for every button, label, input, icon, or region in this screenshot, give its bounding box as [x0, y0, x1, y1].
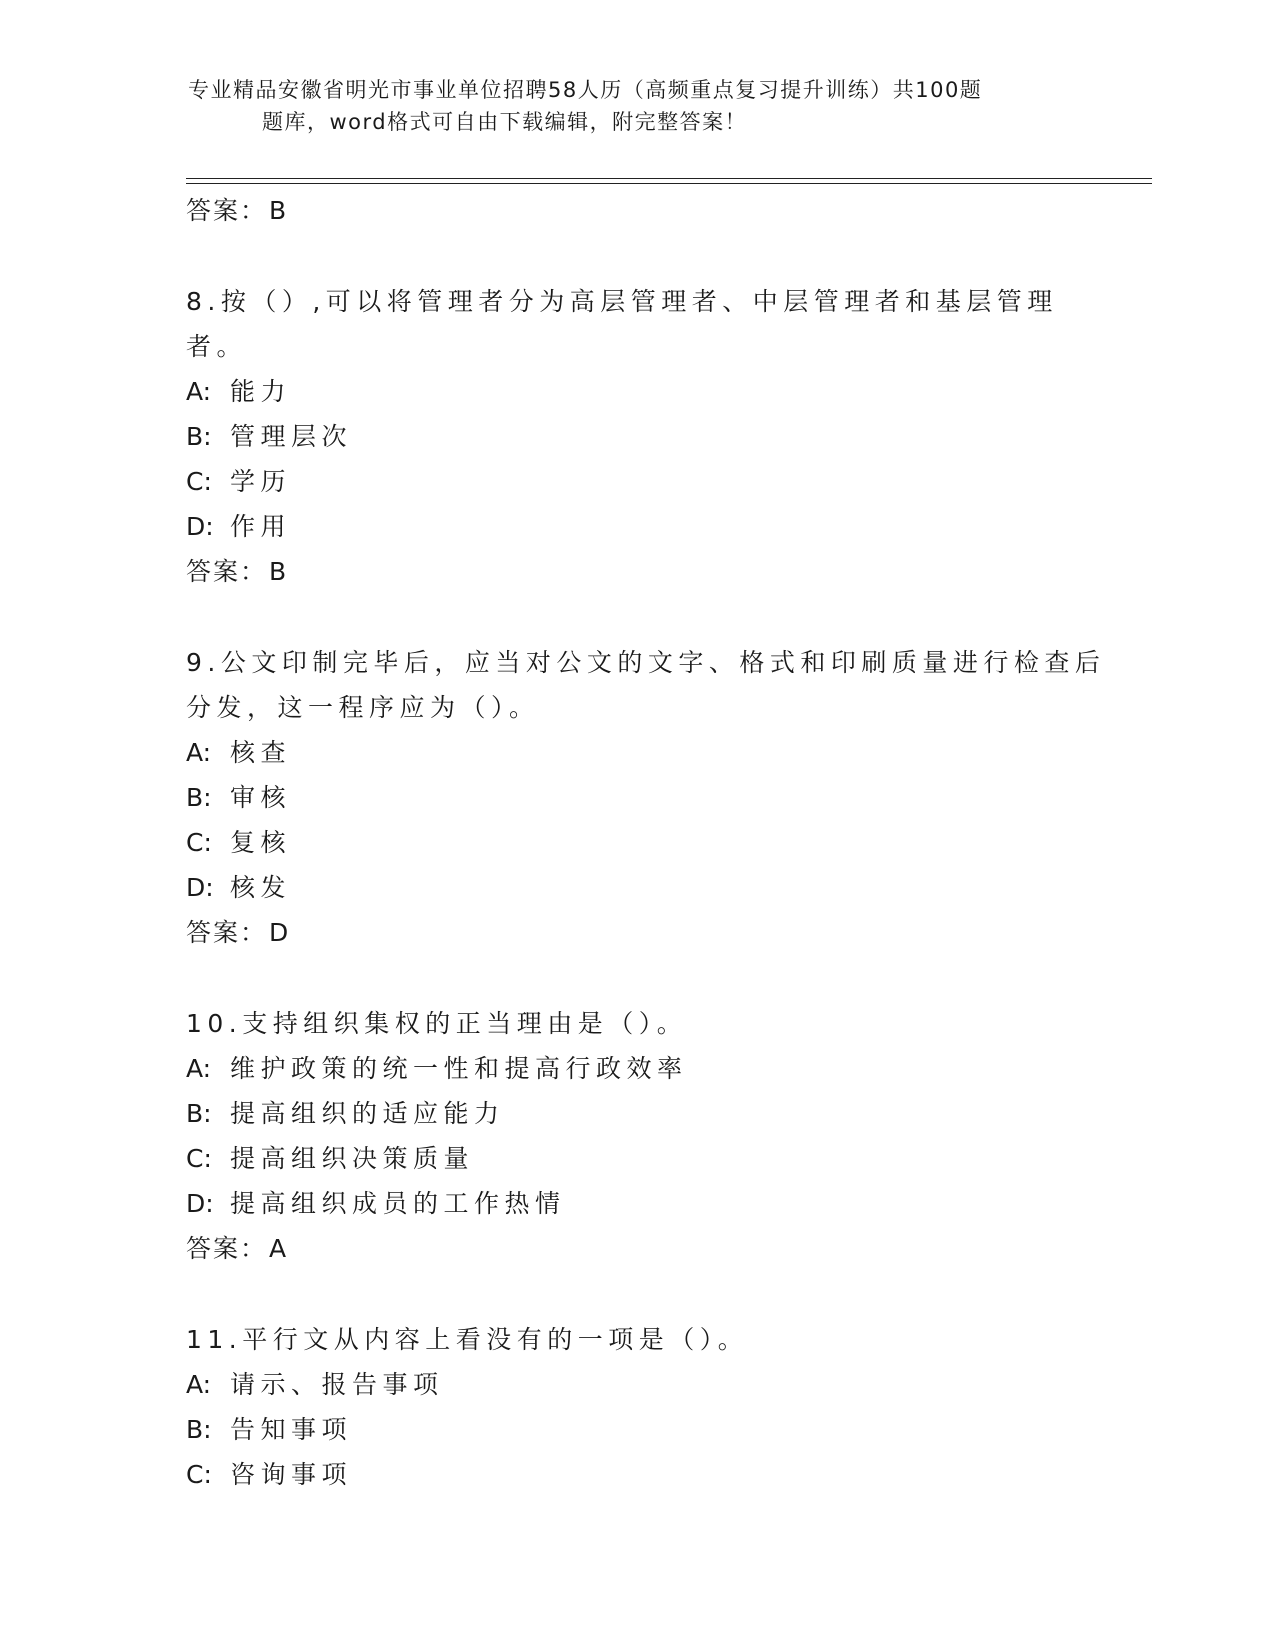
question-stem-continued: 分发，这一程序应为（）。: [186, 693, 540, 722]
option-text: 提高组织成员的工作热情: [230, 1189, 566, 1218]
option-text: 作用: [230, 512, 292, 541]
header-divider-top: [186, 178, 1152, 179]
option-letter: D:: [186, 873, 214, 902]
answer-label: 答案：: [186, 918, 268, 947]
option-letter: D:: [186, 512, 214, 541]
answer-value: B: [269, 196, 289, 225]
header-divider-bottom: [186, 183, 1152, 184]
option-c: [186, 1136, 1116, 1181]
question-stem: 8.按（）,可以将管理者分为高层管理者、中层管理者和基层管理者。: [186, 287, 1058, 361]
question-stem: 10.支持组织集权的正当理由是（）。: [186, 1009, 688, 1038]
header-title-line-1: 专业精品安徽省明光市事业单位招聘58人历（高频重点复习提升训练）共100题: [188, 78, 983, 102]
spacer: [186, 955, 1116, 1001]
answer-value: D: [269, 918, 291, 947]
option-letter: B:: [186, 1099, 212, 1128]
option-a: [186, 730, 1116, 775]
answer-value: B: [269, 557, 289, 586]
option-c: [186, 820, 1116, 865]
header-title-line-2: 题库，word格式可自由下载编辑，附完整答案！: [262, 110, 748, 134]
question-list: [186, 188, 1116, 1497]
spacer: [186, 233, 1116, 279]
option-letter: C:: [186, 1460, 212, 1489]
option-b: [186, 414, 1116, 459]
option-text: 管理层次: [230, 422, 353, 451]
option-letter: B:: [186, 783, 212, 812]
option-d: [186, 1181, 1116, 1226]
option-text: 核发: [230, 873, 292, 902]
answer-label: 答案：: [186, 196, 268, 225]
option-a: [186, 1362, 1116, 1407]
answer-line: [186, 1226, 1116, 1271]
option-text: 能力: [230, 377, 292, 406]
option-letter: A:: [186, 1054, 212, 1083]
option-letter: A:: [186, 738, 212, 767]
option-letter: D:: [186, 1189, 214, 1218]
option-letter: B:: [186, 422, 212, 451]
answer-line: [186, 188, 1116, 233]
option-text: 复核: [230, 828, 292, 857]
question-stem: 9.公文印制完毕后，应当对公文的文字、格式和印刷质量进行检查后: [186, 648, 1106, 677]
option-letter: A:: [186, 377, 212, 406]
option-b: [186, 1091, 1116, 1136]
question-item: [186, 279, 1116, 594]
spacer: [186, 1271, 1116, 1317]
option-letter: C:: [186, 467, 212, 496]
option-text: 提高组织的适应能力: [230, 1099, 505, 1128]
page-header: [188, 74, 1088, 138]
answer-value: A: [269, 1234, 289, 1263]
question-item: [186, 640, 1116, 955]
spacer: [186, 594, 1116, 640]
option-text: 告知事项: [230, 1415, 353, 1444]
option-d: [186, 865, 1116, 910]
option-text: 维护政策的统一性和提高行政效率: [230, 1054, 688, 1083]
option-d: [186, 504, 1116, 549]
question-item: [186, 1317, 1116, 1497]
option-c: [186, 1452, 1116, 1497]
option-text: 审核: [230, 783, 292, 812]
option-text: 咨询事项: [230, 1460, 353, 1489]
answer-line: [186, 549, 1116, 594]
option-text: 请示、报告事项: [230, 1370, 444, 1399]
option-a: [186, 369, 1116, 414]
option-b: [186, 1407, 1116, 1452]
answer-line: [186, 910, 1116, 955]
option-letter: C:: [186, 828, 212, 857]
question-stem: 11.平行文从内容上看没有的一项是（）。: [186, 1325, 749, 1354]
option-letter: C:: [186, 1144, 212, 1173]
question-item: [186, 1001, 1116, 1271]
option-a: [186, 1046, 1116, 1091]
answer-label: 答案：: [186, 557, 268, 586]
option-letter: A:: [186, 1370, 212, 1399]
option-c: [186, 459, 1116, 504]
option-letter: B:: [186, 1415, 212, 1444]
answer-label: 答案：: [186, 1234, 268, 1263]
option-text: 提高组织决策质量: [230, 1144, 475, 1173]
option-text: 核查: [230, 738, 292, 767]
option-text: 学历: [230, 467, 292, 496]
option-b: [186, 775, 1116, 820]
